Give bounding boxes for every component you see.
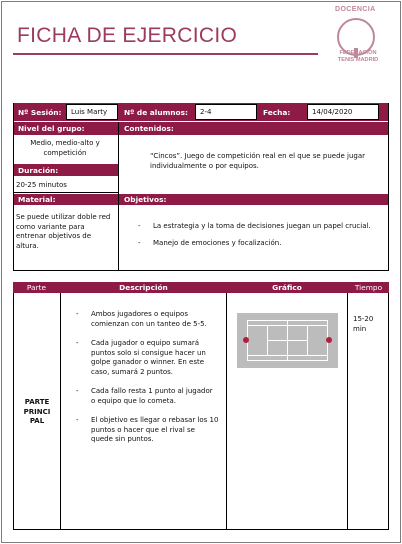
duration-divider <box>13 192 118 193</box>
contents-label: Contenidos: <box>119 122 389 135</box>
material-value: Se puede utilizar doble red como variante para entrenar objetivos de altura. <box>16 213 111 250</box>
table-col-divider-2 <box>226 293 227 530</box>
date-value-field: 14/04/2020 <box>307 104 379 120</box>
objective-item: - La estrategia y la toma de decisiones juegan un papel crucial. <box>138 222 378 232</box>
table-col-divider-3 <box>347 293 348 530</box>
description-item: - Ambos jugadores o equipos comienzan con un tanteo de 5-5. <box>76 310 219 329</box>
table-right <box>388 293 389 530</box>
description-item: - Cada fallo resta 1 punto al jugador o equipo que lo cometa. <box>76 387 219 406</box>
court-center-line <box>267 340 308 341</box>
description-item: - El objetivo es llegar o rebasar los 10 puntos o hacer que el rival se quede sin puntos. <box>76 416 219 445</box>
material-label: Material: <box>13 194 118 205</box>
date-label: Fecha: <box>263 107 291 117</box>
duration-value: 20-25 minutos <box>16 181 67 189</box>
group-level-value: Medio, medio-alto y competición <box>30 139 100 157</box>
group-level-label: Nivel del grupo: <box>13 122 118 135</box>
objectives-list <box>138 222 378 248</box>
col-part: Parte <box>26 283 47 292</box>
table-bottom <box>13 529 389 530</box>
logo-caption-org: TENIS MADRID <box>337 57 379 63</box>
session-label: Nº Sesión: <box>18 107 62 117</box>
tennis-court-diagram <box>237 313 338 368</box>
player-marker <box>243 337 249 343</box>
page-title: FICHA DE EJERCICIO <box>17 24 238 47</box>
page-border <box>1 1 401 543</box>
students-label: Nº de alumnos: <box>124 107 188 117</box>
time-value: 15-20 min <box>353 315 374 333</box>
title-underline <box>13 53 318 55</box>
player-marker <box>326 337 332 343</box>
col-time: Tiempo <box>354 283 383 292</box>
table-left <box>13 293 14 530</box>
description-item: - Cada jugador o equipo sumará puntos solo si consigue hacer un golpe ganador o winner. En este caso, sumará 2 puntos. <box>76 339 219 377</box>
col-description: Descripción <box>119 283 168 292</box>
logo-caption-federation: FEDERACIÓN <box>339 50 377 56</box>
objective-item: - Manejo de emociones y focalización. <box>138 239 378 249</box>
frame-left <box>13 103 14 271</box>
frame-right <box>388 103 389 271</box>
frame-mid <box>118 122 119 270</box>
duration-label: Duración: <box>13 164 118 176</box>
objectives-label: Objetivos: <box>119 194 389 205</box>
part-value: PARTE PRINCI PAL <box>23 398 51 425</box>
col-graphic: Gráfico <box>272 283 302 292</box>
session-value-field: Luis Marty <box>66 104 118 120</box>
description-list <box>76 310 219 445</box>
students-value-field: 2-4 <box>195 104 257 120</box>
frame-bottom <box>13 270 389 271</box>
contents-value: “Cincos”. Juego de competición real en el que se puede jugar individualmente o por equipos. <box>150 152 366 170</box>
table-col-divider-1 <box>60 293 61 530</box>
logo-caption-top: DOCENCIA <box>335 6 376 13</box>
